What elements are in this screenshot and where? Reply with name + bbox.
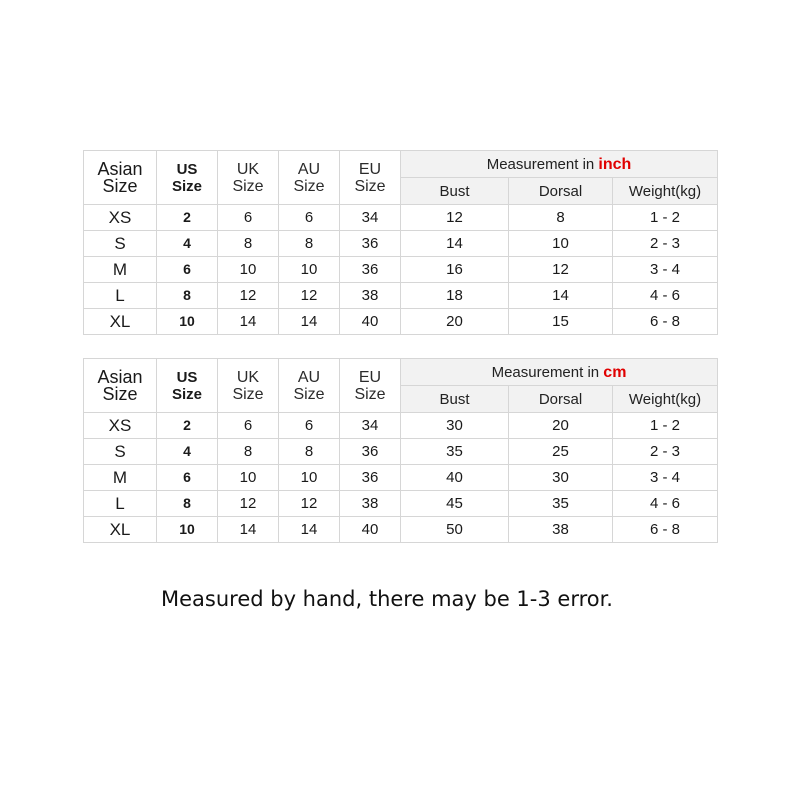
header-weight: Weight(kg) (613, 178, 718, 205)
header-bust: Bust (401, 386, 509, 413)
cell-au-size: 14 (279, 309, 340, 335)
cell-bust: 30 (401, 413, 509, 439)
cell-dorsal: 10 (509, 231, 613, 257)
header-eu-size: EU Size (340, 151, 401, 205)
measurement-unit: cm (603, 363, 627, 381)
cell-uk-size: 12 (218, 283, 279, 309)
header-dorsal: Dorsal (509, 386, 613, 413)
cell-eu-size: 36 (340, 257, 401, 283)
table-row (84, 517, 718, 543)
cell-weight: 4 - 6 (613, 491, 718, 517)
cell-au-size: 10 (279, 257, 340, 283)
size-chart-inch (83, 150, 718, 335)
cell-bust: 14 (401, 231, 509, 257)
cell-eu-size: 40 (340, 309, 401, 335)
cell-au-size: 14 (279, 517, 340, 543)
header-asian-size: Asian Size (84, 151, 157, 205)
cell-weight: 2 - 3 (613, 231, 718, 257)
table-row (84, 309, 718, 335)
cell-asian-size: XL (84, 517, 157, 543)
cell-us-size: 2 (157, 205, 218, 231)
cell-us-size: 4 (157, 439, 218, 465)
cell-weight: 4 - 6 (613, 283, 718, 309)
cell-dorsal: 25 (509, 439, 613, 465)
cell-asian-size: XS (84, 205, 157, 231)
header-uk-size: UK Size (218, 151, 279, 205)
cell-asian-size: M (84, 257, 157, 283)
cell-weight: 2 - 3 (613, 439, 718, 465)
header-measurement: Measurement in inch (401, 151, 718, 178)
header-bust: Bust (401, 178, 509, 205)
cell-uk-size: 10 (218, 465, 279, 491)
cell-weight: 6 - 8 (613, 309, 718, 335)
cell-dorsal: 8 (509, 205, 613, 231)
cell-eu-size: 36 (340, 231, 401, 257)
cell-uk-size: 6 (218, 205, 279, 231)
cell-eu-size: 36 (340, 465, 401, 491)
cell-bust: 50 (401, 517, 509, 543)
cell-asian-size: L (84, 283, 157, 309)
size-chart-cm (83, 358, 718, 543)
cell-au-size: 12 (279, 283, 340, 309)
cell-us-size: 2 (157, 413, 218, 439)
cell-bust: 20 (401, 309, 509, 335)
cell-asian-size: XL (84, 309, 157, 335)
cell-bust: 18 (401, 283, 509, 309)
cell-weight: 3 - 4 (613, 257, 718, 283)
header-au-size: AU Size (279, 359, 340, 413)
cell-bust: 45 (401, 491, 509, 517)
cell-eu-size: 36 (340, 439, 401, 465)
table-row (84, 205, 718, 231)
cell-asian-size: M (84, 465, 157, 491)
cell-asian-size: L (84, 491, 157, 517)
cell-bust: 40 (401, 465, 509, 491)
header-measurement: Measurement in cm (401, 359, 718, 386)
cell-au-size: 8 (279, 439, 340, 465)
cell-dorsal: 35 (509, 491, 613, 517)
cell-asian-size: S (84, 231, 157, 257)
cell-eu-size: 34 (340, 413, 401, 439)
cell-weight: 1 - 2 (613, 205, 718, 231)
table-row (84, 231, 718, 257)
cell-uk-size: 12 (218, 491, 279, 517)
cell-dorsal: 38 (509, 517, 613, 543)
cell-asian-size: S (84, 439, 157, 465)
cell-dorsal: 30 (509, 465, 613, 491)
cell-us-size: 4 (157, 231, 218, 257)
cell-au-size: 12 (279, 491, 340, 517)
cell-uk-size: 14 (218, 517, 279, 543)
cell-dorsal: 15 (509, 309, 613, 335)
cell-us-size: 8 (157, 491, 218, 517)
cell-au-size: 8 (279, 231, 340, 257)
header-eu-size: EU Size (340, 359, 401, 413)
cell-uk-size: 10 (218, 257, 279, 283)
cell-bust: 35 (401, 439, 509, 465)
measurement-note: Measured by hand, there may be 1-3 error. (160, 587, 613, 611)
table-row (84, 491, 718, 517)
cell-dorsal: 20 (509, 413, 613, 439)
header-au-size: AU Size (279, 151, 340, 205)
cell-us-size: 6 (157, 465, 218, 491)
cell-us-size: 8 (157, 283, 218, 309)
cell-dorsal: 12 (509, 257, 613, 283)
cell-uk-size: 8 (218, 439, 279, 465)
cell-us-size: 10 (157, 517, 218, 543)
table-row (84, 257, 718, 283)
cell-bust: 16 (401, 257, 509, 283)
measurement-unit: inch (598, 155, 632, 173)
cell-dorsal: 14 (509, 283, 613, 309)
cell-uk-size: 14 (218, 309, 279, 335)
cell-weight: 1 - 2 (613, 413, 718, 439)
cell-asian-size: XS (84, 413, 157, 439)
cell-eu-size: 34 (340, 205, 401, 231)
cell-eu-size: 38 (340, 491, 401, 517)
cell-au-size: 6 (279, 413, 340, 439)
header-weight: Weight(kg) (613, 386, 718, 413)
header-uk-size: UK Size (218, 359, 279, 413)
table-row (84, 465, 718, 491)
cell-au-size: 6 (279, 205, 340, 231)
cell-eu-size: 38 (340, 283, 401, 309)
cell-weight: 3 - 4 (613, 465, 718, 491)
cell-us-size: 6 (157, 257, 218, 283)
header-us-size: US Size (157, 359, 218, 413)
table-row (84, 439, 718, 465)
cell-eu-size: 40 (340, 517, 401, 543)
table-row (84, 413, 718, 439)
cell-au-size: 10 (279, 465, 340, 491)
header-asian-size: Asian Size (84, 359, 157, 413)
table-row (84, 283, 718, 309)
cell-uk-size: 8 (218, 231, 279, 257)
cell-us-size: 10 (157, 309, 218, 335)
header-us-size: US Size (157, 151, 218, 205)
header-dorsal: Dorsal (509, 178, 613, 205)
cell-uk-size: 6 (218, 413, 279, 439)
cell-bust: 12 (401, 205, 509, 231)
cell-weight: 6 - 8 (613, 517, 718, 543)
